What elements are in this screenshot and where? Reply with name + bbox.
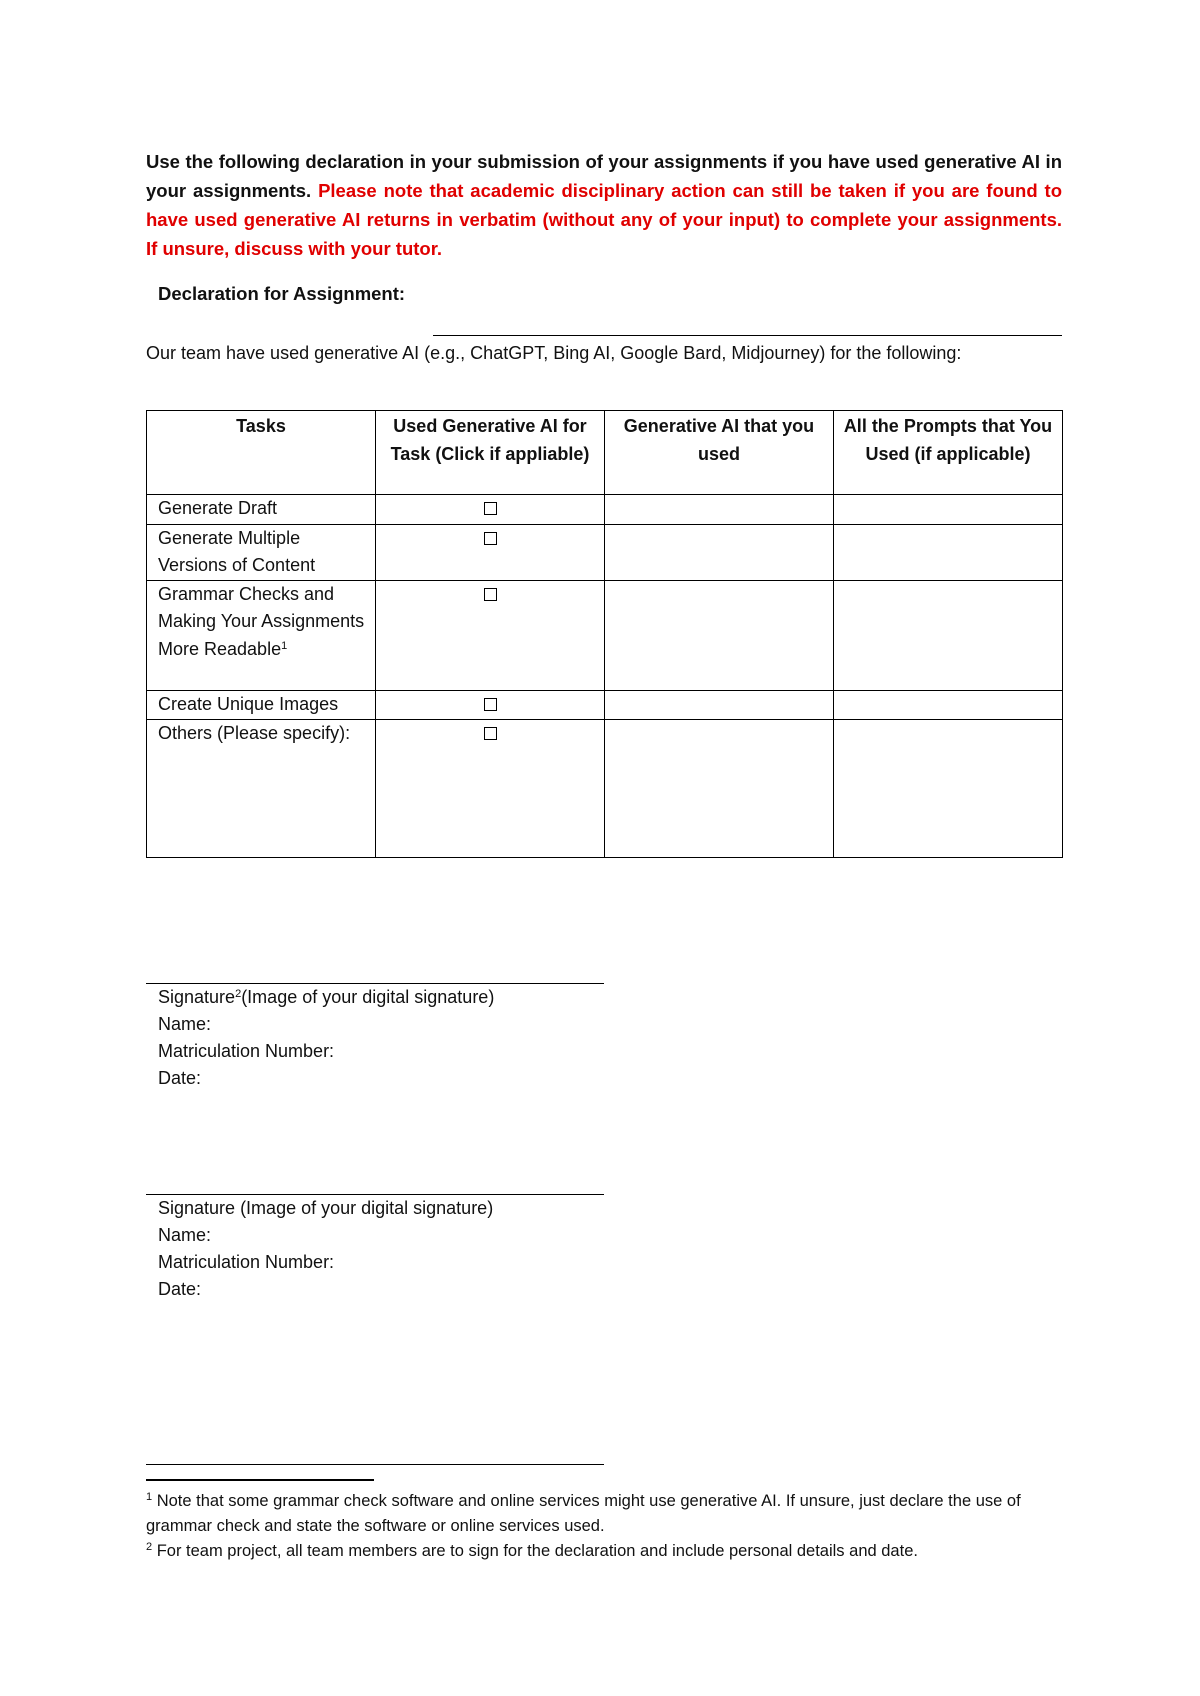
generative-ai-input-cell[interactable] (605, 690, 834, 720)
intro-paragraph (146, 147, 1062, 263)
prompts-input-cell[interactable] (834, 524, 1063, 580)
task-checkbox[interactable] (484, 698, 497, 711)
intro-warning: Please note that academic disciplinary action can still be taken if you are found to have used generative AI returns in verbatim (without any of your input) to complete your assignments. If unsure, discuss with your tutor. (146, 180, 1062, 259)
task-cell (147, 580, 376, 690)
task-label: Others (Please specify): (158, 723, 351, 743)
intro-instruction: Use the following declaration in your submission of your assignments if you have used generative AI in your assignments. (146, 151, 1062, 201)
task-checkbox[interactable] (484, 532, 497, 545)
prompts-input-cell[interactable] (834, 580, 1063, 690)
ai-usage-table (146, 410, 1063, 858)
task-checkbox[interactable] (484, 588, 497, 601)
checkbox-cell (376, 690, 605, 720)
matriculation-number-label: Matriculation Number: (158, 1041, 335, 1061)
header-generative-ai-used: Generative AI that you used (605, 411, 834, 495)
matriculation-number-label: Matriculation Number: (158, 1252, 335, 1272)
footnote-divider (146, 1479, 374, 1481)
generative-ai-input-cell[interactable] (605, 580, 834, 690)
checkbox-cell (376, 720, 605, 858)
prompts-input-cell[interactable] (834, 720, 1063, 858)
footnotes (146, 1489, 1062, 1564)
name-label: Name: (158, 1014, 212, 1034)
task-label: Grammar Checks and Making Your Assignments More Readable (158, 583, 365, 659)
declaration-title: Declaration for Assignment: (158, 283, 406, 304)
signature-caption: Signature$^2$(Image of your digital signature) (158, 987, 495, 1007)
table-row (147, 690, 1063, 720)
prompts-input-cell[interactable] (834, 495, 1063, 525)
generative-ai-input-cell[interactable] (605, 720, 834, 858)
footnote-1: $^1$ Note that some grammar check software and online services might use generative AI. If unsure, just declare the use of grammar check and state the software or online services used. (146, 1491, 1021, 1535)
table-row (147, 580, 1063, 690)
signature-block-1 (146, 983, 604, 1092)
date-label: Date: (158, 1279, 202, 1299)
table-row (147, 524, 1063, 580)
footnote-ref: 2 (235, 988, 242, 1000)
header-used-generative-ai: Used Generative AI for Task (Click if appliable) (376, 411, 605, 495)
generative-ai-input-cell[interactable] (605, 495, 834, 525)
checkbox-cell (376, 580, 605, 690)
footnote-ref: 1 (281, 639, 288, 652)
header-prompts-used: All the Prompts that You Used (if applicable) (834, 411, 1063, 495)
usage-statement: Our team have used generative AI (e.g., ChatGPT, Bing AI, Google Bard, Midjourney) for the following: (146, 343, 962, 363)
task-cell (147, 524, 376, 580)
generative-ai-input-cell[interactable] (605, 524, 834, 580)
checkbox-cell (376, 495, 605, 525)
additional-signature-line[interactable] (146, 1464, 604, 1465)
date-label: Date: (158, 1068, 202, 1088)
table-row (147, 495, 1063, 525)
checkbox-cell (376, 524, 605, 580)
signature-block-2 (146, 1194, 604, 1303)
assignment-name-line (433, 335, 1062, 336)
table-row (147, 720, 1063, 858)
task-label: Generate Draft (158, 498, 278, 518)
prompts-input-cell[interactable] (834, 690, 1063, 720)
task-checkbox[interactable] (484, 502, 497, 515)
name-label: Name: (158, 1225, 212, 1245)
footnote-2: $^2$ For team project, all team members are to sign for the declaration and include personal details and date. (146, 1541, 918, 1560)
table-header-row (147, 411, 1063, 495)
header-tasks: Tasks (147, 411, 376, 495)
task-label: Create Unique Images (158, 693, 339, 714)
task-cell (147, 720, 376, 858)
task-label: Generate Multiple Versions of Content (158, 527, 316, 575)
signature-caption: Signature (Image of your digital signature) (158, 1198, 494, 1218)
task-cell (147, 690, 376, 720)
task-cell (147, 495, 376, 525)
task-checkbox[interactable] (484, 727, 497, 740)
